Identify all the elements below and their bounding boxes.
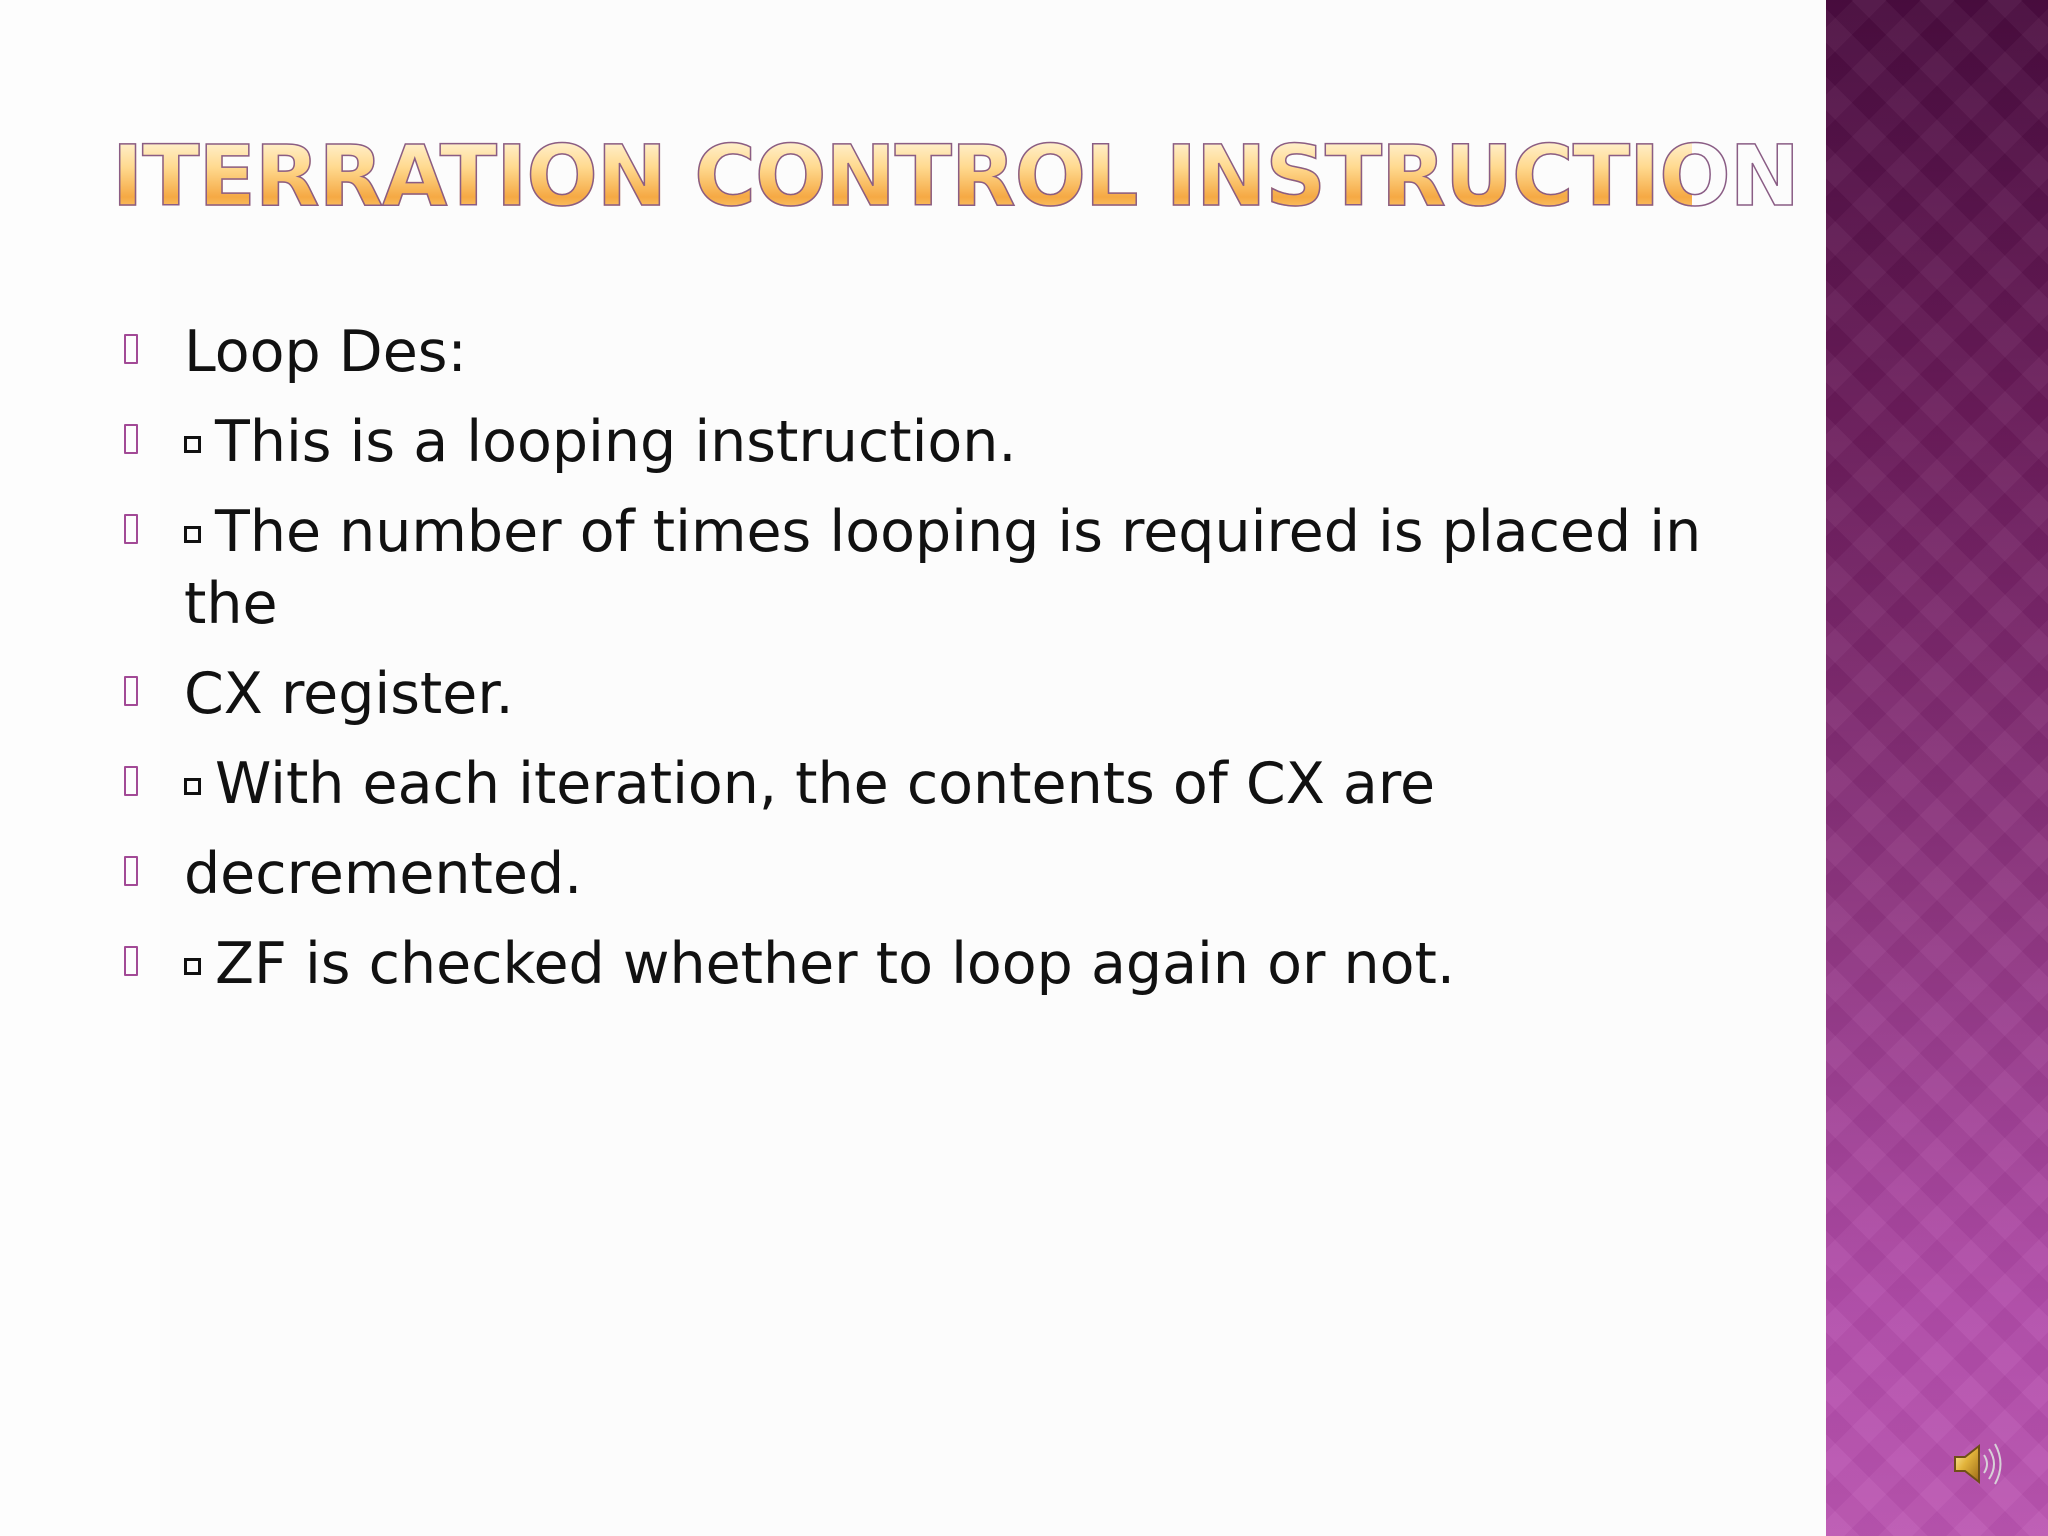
- bullet-text-with-square: [184, 748, 1720, 820]
- square-marker-icon: [184, 958, 201, 975]
- bullet-text: Loop Des:: [184, 319, 467, 385]
- missing-glyph-icon: [120, 406, 184, 478]
- square-marker-icon: [184, 526, 201, 543]
- bullet-text: With each iteration, the contents of CX are: [215, 751, 1436, 817]
- missing-glyph-icon: [120, 496, 184, 568]
- bullet-item-loop-des: [120, 316, 1720, 388]
- bullet-item-iteration: [120, 748, 1720, 820]
- missing-glyph-icon: [120, 748, 184, 820]
- missing-glyph-icon: [120, 658, 184, 730]
- bullet-text-with-square: [184, 496, 1720, 640]
- bullet-text: ZF is checked whether to loop again or not.: [215, 931, 1455, 997]
- missing-glyph-icon: [120, 838, 184, 910]
- square-marker-icon: [184, 778, 201, 795]
- bullet-item-zf-checked: [120, 928, 1720, 1000]
- bullet-text-with-square: [184, 928, 1720, 1000]
- square-marker-icon: [184, 436, 201, 453]
- bullet-text-with-square: [184, 406, 1720, 478]
- decorative-purple-band: [1826, 0, 2048, 1536]
- bullet-text: This is a looping instruction.: [215, 409, 1017, 475]
- speaker-icon: [1950, 1438, 2006, 1490]
- bullet-item-number-of-times: [120, 496, 1720, 640]
- bullet-text: The number of times looping is required is placed in the: [184, 499, 1702, 637]
- bullet-text: decremented.: [184, 841, 583, 907]
- bullet-list: [120, 316, 1720, 1018]
- slide-title: ITERRATION CONTROL INSTRUCTION: [112, 127, 1799, 225]
- audio-speaker-button[interactable]: [1950, 1438, 2006, 1490]
- missing-glyph-icon: [120, 316, 184, 388]
- missing-glyph-icon: [120, 928, 184, 1000]
- bullet-item-looping-instruction: [120, 406, 1720, 478]
- bullet-item-cx-register: [120, 658, 1720, 730]
- bullet-text: CX register.: [184, 661, 514, 727]
- bullet-item-decremented: [120, 838, 1720, 910]
